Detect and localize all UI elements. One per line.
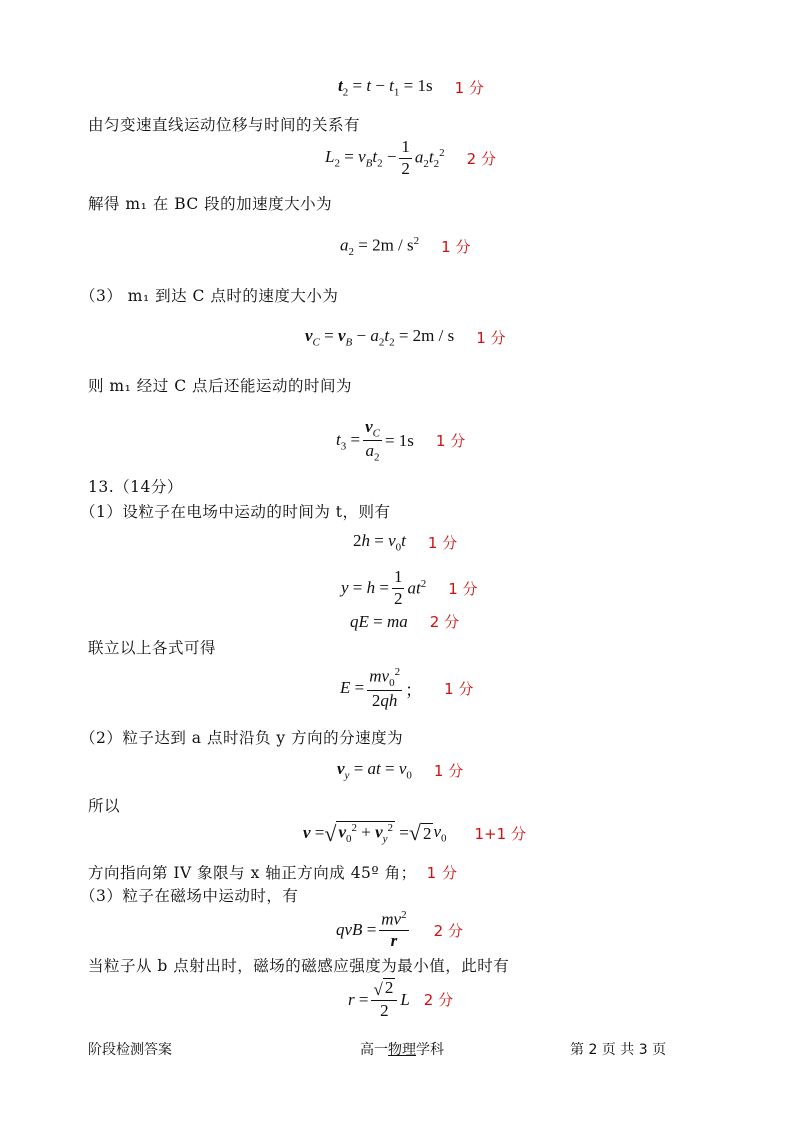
text-line: （1）设粒子在电场中运动的时间为 t，则有 [80,503,391,521]
score-mark: 1 分 [441,238,471,257]
score-mark: 1 分 [476,328,506,347]
equation-L2: $L_2 = v_Bt_2$ − $\frac{1}{2}$ $a_2t_2^2$ 2 分 [325,137,496,178]
text-line: 当粒子从 b 点射出时，磁场的磁感应强度为最小值，此时有 [88,957,510,975]
equation-vy: $v_y$ = at = $v_0$ 1 分 [337,759,464,782]
equation-t2: $t_2 = t - t_1 = 1s$ 1 分 [338,76,484,99]
score-mark: 1 分 [427,533,458,552]
score-mark: 1 分 [444,679,474,698]
text-line: 方向指向第 IV 象限与 x 轴正方向成 45º 角； 1 分 [88,864,458,882]
score-mark: 1 分 [454,78,484,97]
text-line: （3） m₁ 到达 C 点时的速度大小为 [80,287,339,305]
text-line: （2）粒子达到 a 点时沿负 y 方向的分速度为 [80,729,404,747]
equation-qvB: qvB = $\frac{mv^2}{r}$ 2 分 [336,909,463,951]
equation-y: y = h = $\frac{1}{2}$ $at^2$ 1 分 [341,567,478,608]
text-line: 所以 [88,797,121,815]
text-line: （3）粒子在磁场中运动时，有 [80,887,299,905]
score-mark: 2 分 [423,991,454,1010]
text-line: 则 m₁ 经过 C 点后还能运动的时间为 [88,377,352,395]
equation-qE: qE = ma 2 分 [350,611,460,631]
equation-2h: $2h = v_0t$ 1 分 [353,531,458,554]
score-mark: 1 分 [426,864,458,882]
equation-vC: $v_C = v_B - a_2t_2 = 2m / s$ 1 分 [305,326,506,349]
equation-r: r = √ 2 2 L 2 分 [348,978,454,1021]
text-line: 由匀变速直线运动位移与时间的关系有 [88,116,361,134]
score-mark: 2 分 [429,613,460,631]
equation-v: v = √ $v_0^2 + v_y^2$ = √ 2 $v_0$ 1+1 分 [303,820,526,847]
equation-E: E = $\frac{mv_0^2}{2qh}$ ； 1 分 [340,666,474,711]
score-mark: 1 分 [448,579,478,598]
question-header: 13.（14分） [88,478,183,496]
footer-center: 高一物理学科 [360,1042,444,1058]
equation-t3: $t_3$ = $\frac{v_C}{a_2}$ = 1s 1 分 [336,417,466,464]
score-mark: 1 分 [435,432,466,451]
score-mark: 1+1 分 [474,824,526,843]
score-mark: 1 分 [433,761,464,780]
footer-page-number: 第 2 页 共 3 页 [570,1042,667,1058]
text-line: 联立以上各式可得 [88,639,217,657]
score-mark: 2 分 [433,921,463,940]
equation-a2: $a_2 = 2m / s^2$ 1 分 [340,235,471,259]
footer-left: 阶段检测答案 [88,1042,172,1058]
text-line: 解得 m₁ 在 BC 段的加速度大小为 [88,195,333,213]
score-mark: 2 分 [466,149,496,168]
